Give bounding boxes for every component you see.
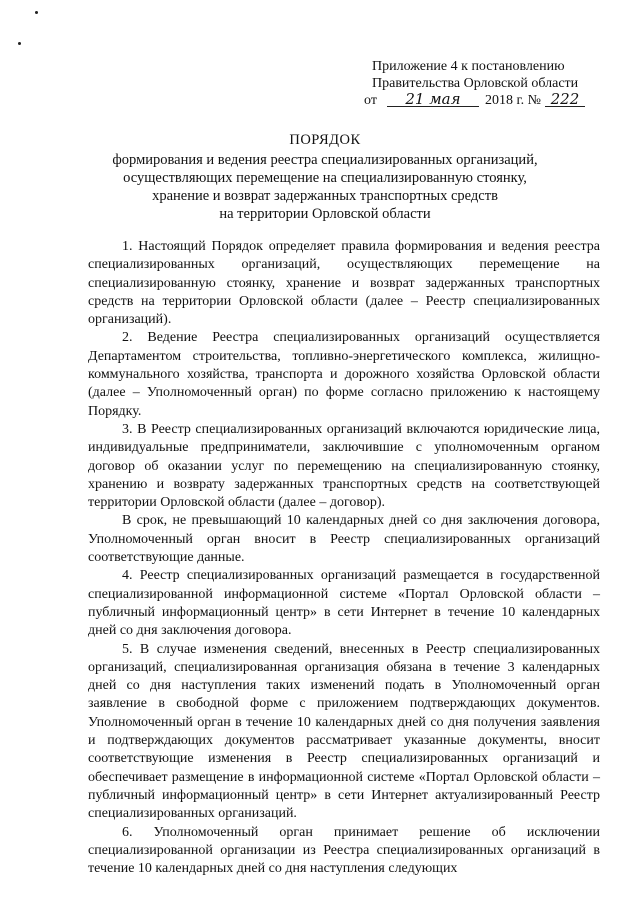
paragraph-3-term: В срок, не превышающий 10 календарных дней со дня заключения договора, Уполномоченный орган вносит в Реестр специализированных организаций соответствующие данные. (88, 513, 600, 566)
scan-speck (35, 11, 38, 14)
header-date-line (364, 92, 626, 109)
paragraph-5: 5. В случае изменения сведений, внесенных в Реестр специализированных организаций, специализированная организация обязана в течение 3 календарных дней со дня наступления таких изменений подать в Уполномоченный орган заявление в свободной форме с приложением подтверждающих документов. Уполномоченный орган в течение 10 календарных дней со дня получения заявления и подтверждающих документов рассматривает указанные документы, вносит соответствующие изменения в Реестр специализированных организаций и обеспечивает размещение в информационной системе «Портал Орловской области – публичный информационный центр» в сети Интернет актуализированный Реестр специализированных организаций. (88, 641, 600, 822)
subtitle-line: хранение и возврат задержанных транспортных средств (152, 188, 498, 204)
year-number-label: 2018 г. № (484, 93, 541, 108)
title-main: ПОРЯДОК (289, 132, 361, 148)
paragraph-6: 6. Уполномоченный орган принимает решение об исключении специализированной организации из Реестра специализированных организаций в течение 10 календарных дней со дня наступления следующих (88, 824, 600, 877)
document-body (88, 238, 600, 878)
paragraph-1: 1. Настоящий Порядок определяет правила формирования и ведения реестра специализированных организаций, осуществляющих перемещение на специализированную стоянку, хранение и возврат задержанных транспортных средств на территории Орловской области (далее – Реестр специализированных организаций). (88, 239, 600, 328)
date-signature: 21 мая (387, 92, 479, 107)
paragraph-4: 4. Реестр специализированных организаций размещается в государственной специализированной информационной системе «Портал Орловской области – публичный информационный центр» в сети Интернет в течение 10 календарных дней со дня заключения договора. (88, 568, 600, 639)
header-line-1: Приложение 4 к постановлению (372, 59, 565, 74)
subtitle-line: формирования и ведения реестра специализированных организаций, (112, 152, 538, 168)
header-line-2: Правительства Орловской области (372, 76, 579, 91)
scan-speck (18, 42, 21, 45)
number-signature: 222 (545, 92, 585, 107)
paragraph-3: 3. В Реестр специализированных организаций включаются юридические лица, индивидуальные предприниматели, заключившие с уполномоченным органом договор об оказании услуг по перемещению на специализированную стоянку, хранению и возврату задержанных транспортных средств на соответствующей территории Орловской области (далее – договор). (88, 421, 600, 511)
document-title (90, 131, 560, 223)
document-header (364, 58, 626, 109)
from-label: от (364, 93, 377, 108)
paragraph-2: 2. Ведение Реестра специализированных организаций осуществляется Департаментом строительства, топливно-энергетического комплекса, жилищно-коммунального хозяйства, транспорта и дорожного хозяйства Орловской области (далее – Уполномоченный орган) по форме согласно приложению к настоящему Порядку. (88, 330, 600, 419)
subtitle-line: осуществляющих перемещение на специализированную стоянку, (123, 170, 527, 186)
subtitle-line: на территории Орловской области (219, 206, 431, 222)
